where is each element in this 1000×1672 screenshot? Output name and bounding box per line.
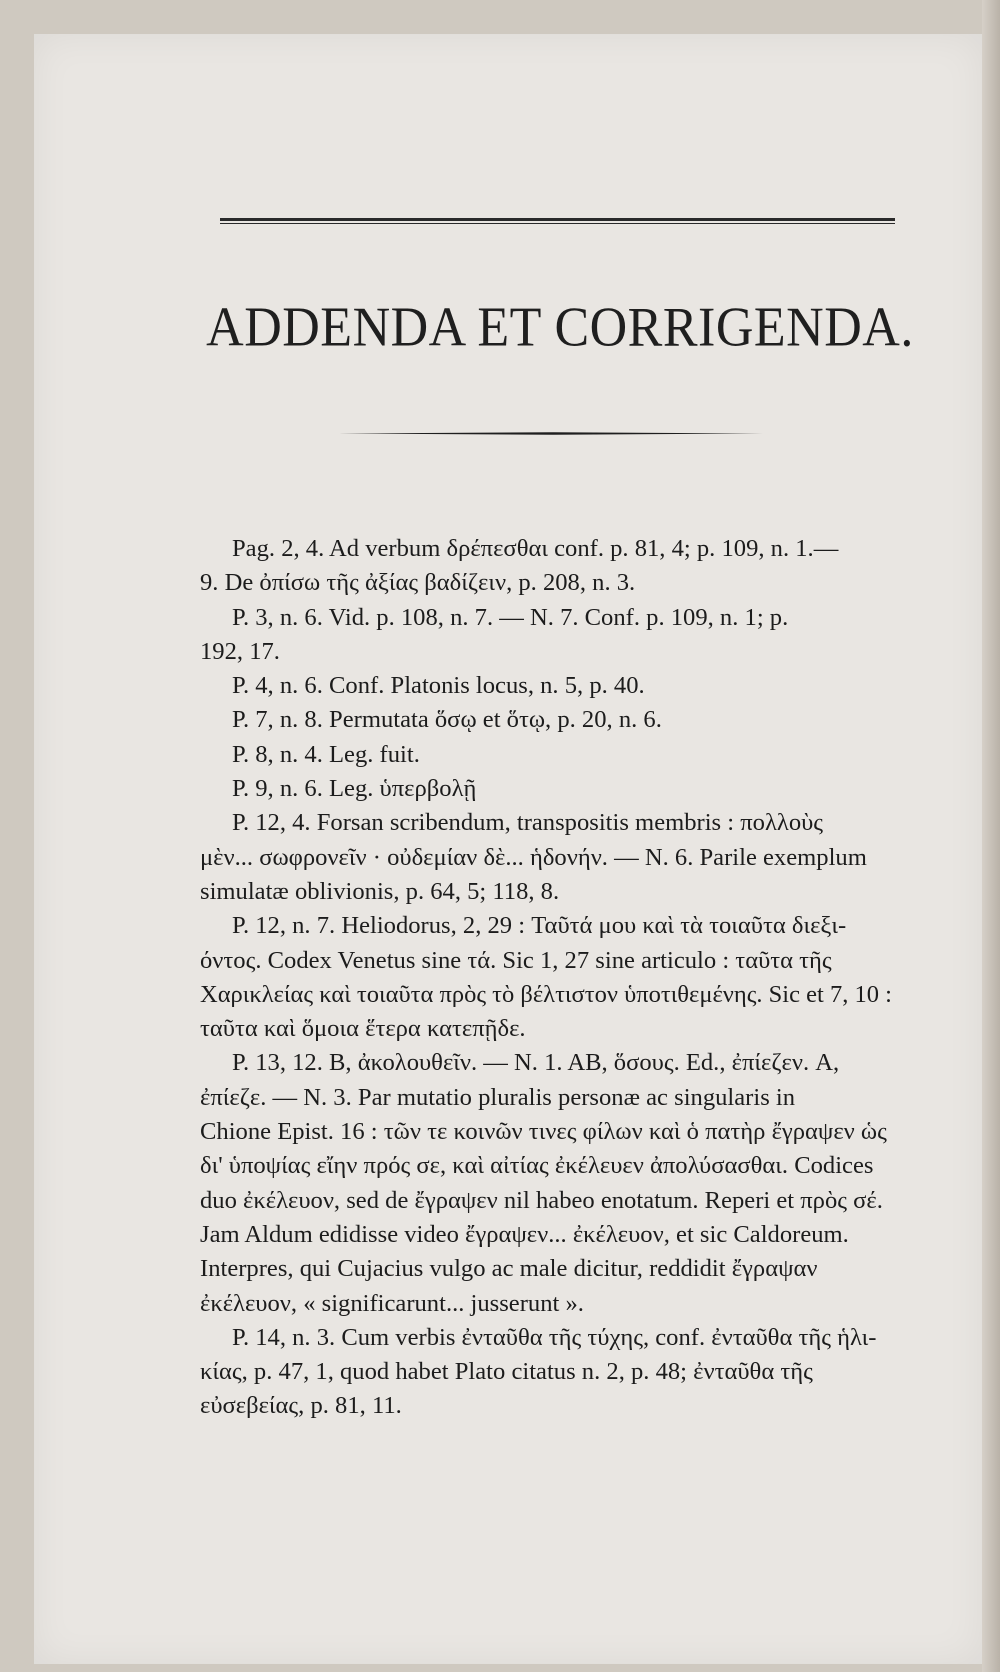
- entry-line: Pag. 2, 4. Ad verbum δρέπεσθαι conf. p. 81, 4; p. 109, n. 1.—: [232, 535, 839, 562]
- entry-line: 192, 17.: [200, 637, 280, 665]
- entry-line: P. 8, n. 4. Leg. fuit.: [232, 740, 420, 768]
- entry-line: Jam Aldum edidisse video ἔγραψεν... ἐκέλευον, et sic Caldoreum.: [200, 1220, 849, 1248]
- entry: [232, 703, 892, 737]
- entry: [200, 806, 892, 909]
- entry-line: P. 13, 12. B, ἀκολουθεῖν. — N. 1. AB, ὅσους. Ed., ἐπίεζεν. A,: [232, 1049, 840, 1077]
- entry: [232, 772, 892, 806]
- entry-line: εὐσεβείας, p. 81, 11.: [200, 1392, 402, 1420]
- entry: [200, 1046, 892, 1320]
- entry-line: ἐπίεζε. — N. 3. Par mutatio pluralis personæ ac singularis in: [200, 1083, 796, 1111]
- entry-line: δι' ὑποψίας εἴην πρός σε, καὶ αἰτίας ἐκέλευεν ἀπολύσασθαι. Codices: [200, 1152, 874, 1180]
- entry: [200, 532, 892, 601]
- entry-line: Chione Epist. 16 : τῶν τε κοινῶν τινες φίλων καὶ ὁ πατὴρ ἔγραψεν ὡς: [200, 1118, 887, 1146]
- entry-line: κίας, p. 47, 1, quod habet Plato citatus n. 2, p. 48; ἐνταῦθα τῆς: [200, 1358, 813, 1386]
- entry-line: όντος. Codex Venetus sine τά. Sic 1, 27 sine articulo : ταῦτα τῆς: [200, 946, 832, 974]
- entry-line: P. 3, n. 6. Vid. p. 108, n. 7. — N. 7. Conf. p. 109, n. 1; p.: [232, 603, 789, 631]
- entry-line: P. 7, n. 8. Permutata ὅσῳ et ὅτῳ, p. 20, n. 6.: [232, 706, 662, 734]
- entry-line: Χαρικλείας καὶ τοιαῦτα πρὸς τὸ βέλτιστον ὑποτιθεμένης. Sic et 7, 10 :: [200, 980, 892, 1008]
- entry-line: ἐκέλευον, « significarunt... jusserunt ».: [200, 1289, 584, 1317]
- top-rule: [220, 218, 895, 221]
- entry-line: Interpres, qui Cujacius vulgo ac male dicitur, reddidit ἔγραψαν: [200, 1255, 818, 1283]
- corrigenda-text: [200, 532, 892, 1424]
- entry: [200, 1321, 892, 1424]
- entry-line: μὲν... σωφρονεῖν · οὐδεμίαν δὲ... ἡδονήν. — N. 6. Parile exemplum: [200, 843, 867, 871]
- entry: [200, 601, 892, 670]
- page-heading: ADDENDA ET CORRIGENDA.: [206, 296, 914, 359]
- entry: [200, 909, 892, 1046]
- swelled-rule: [338, 432, 768, 435]
- entry-line: P. 12, 4. Forsan scribendum, transpositis membris : πολλοὺς: [232, 809, 824, 837]
- entry: [232, 669, 892, 703]
- entry-line: P. 12, n. 7. Heliodorus, 2, 29 : Ταῦτά μου καὶ τὰ τοιαῦτα διεξι-: [232, 912, 847, 940]
- page-gutter: [982, 0, 1000, 1672]
- entry-line: simulatæ oblivionis, p. 64, 5; 118, 8.: [200, 877, 560, 905]
- entry-line: duo ἐκέλευον, sed de ἔγραψεν nil habeo enotatum. Reperi et πρὸς σέ.: [200, 1186, 883, 1214]
- entry-line: ταῦτα καὶ ὅμοια ἕτερα κατεπῇδε.: [200, 1015, 526, 1043]
- entry-line: 9. De ὀπίσω τῆς ἀξίας βαδίζειν, p. 208, n. 3.: [200, 569, 636, 597]
- entry-line: P. 4, n. 6. Conf. Platonis locus, n. 5, p. 40.: [232, 672, 645, 700]
- entry-line: P. 9, n. 6. Leg. ὑπερβολῇ: [232, 775, 477, 803]
- entry-line: P. 14, n. 3. Cum verbis ἐνταῦθα τῆς τύχης, conf. ἐνταῦθα τῆς ἡλι-: [232, 1323, 877, 1351]
- entry: [232, 738, 892, 772]
